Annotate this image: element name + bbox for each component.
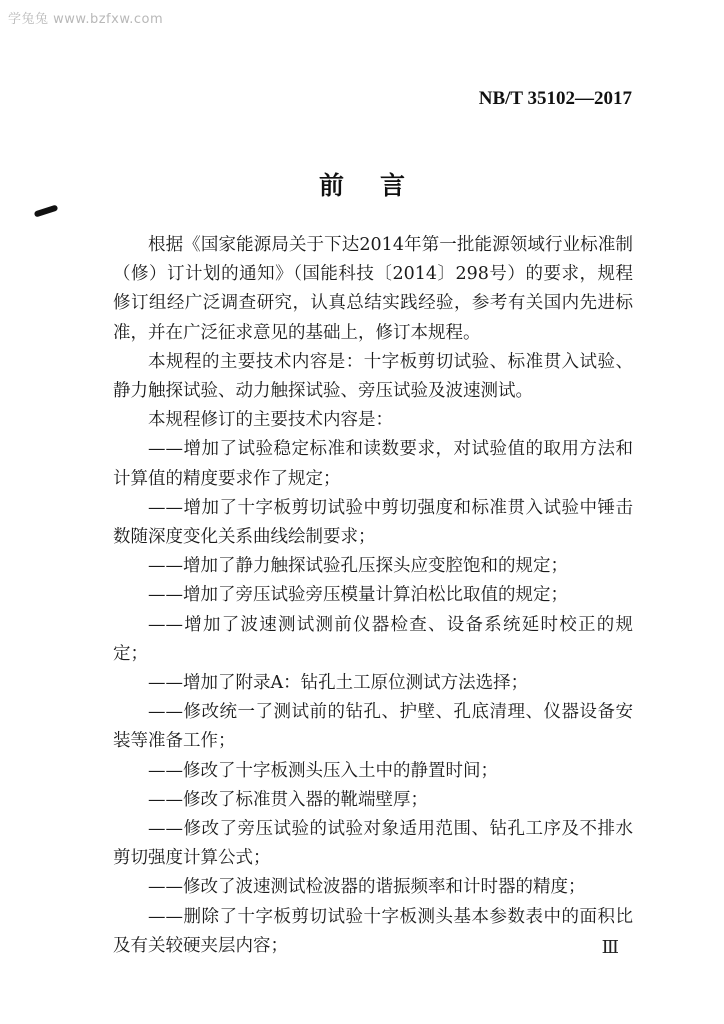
list-item: ——修改统一了测试前的钻孔、护壁、孔底清理、仪器设备安装等准备工作； bbox=[113, 702, 633, 752]
page-title: 前言 bbox=[318, 171, 441, 200]
paragraph: 本规程修订的主要技术内容是： bbox=[148, 410, 393, 431]
list-item: ——增加了附录A：钻孔土工原位测试方法选择； bbox=[148, 673, 529, 694]
watermark-text: 学兔兔 www.bzfxw.com bbox=[8, 12, 164, 27]
preface-body bbox=[113, 231, 633, 961]
list-item: ——增加了静力触探试验孔压探头应变腔饱和的规定； bbox=[148, 556, 568, 577]
list-item: ——删除了十字板剪切试验十字板测头基本参数表中的面积比及有关较硬夹层内容； bbox=[113, 906, 633, 956]
scan-artifact-mark bbox=[34, 204, 59, 217]
list-item: ——修改了十字板测头压入土中的静置时间； bbox=[148, 760, 498, 781]
page-number: Ⅲ bbox=[601, 937, 619, 957]
list-item: ——修改了标准贯入器的靴端壁厚； bbox=[148, 789, 428, 810]
standard-code: NB/T 35102—2017 bbox=[478, 88, 632, 109]
list-item: ——增加了十字板剪切试验中剪切强度和标准贯入试验中锤击数随深度变化关系曲线绘制要求； bbox=[113, 497, 633, 548]
list-item: ——增加了试验稳定标准和读数要求，对试验值的取用方法和计算值的精度要求作了规定； bbox=[113, 439, 633, 489]
list-item: ——修改了波速测试检波器的谐振频率和计时器的精度； bbox=[148, 877, 586, 898]
list-item: ——增加了波速测试测前仪器检查、设备系统延时校正的规定； bbox=[113, 614, 633, 664]
list-item: ——修改了旁压试验的试验对象适用范围、钻孔工序及不排水剪切强度计算公式； bbox=[113, 819, 633, 869]
list-item: ——增加了旁压试验旁压模量计算泊松比取值的规定； bbox=[148, 585, 568, 606]
paragraph: 本规程的主要技术内容是：十字板剪切试验、标准贯入试验、静力触探试验、动力触探试验、旁压试验及波速测试。 bbox=[113, 351, 633, 402]
paragraph: 根据《国家能源局关于下达2014年第一批能源领域行业标准制（修）订计划的通知》（国能科技〔2014〕298号）的要求，规程修订组经广泛调查研究，认真总结实践经验，参考有关国内先进标准，并在广泛征求意见的基础上，修订本规程。 bbox=[113, 235, 633, 343]
